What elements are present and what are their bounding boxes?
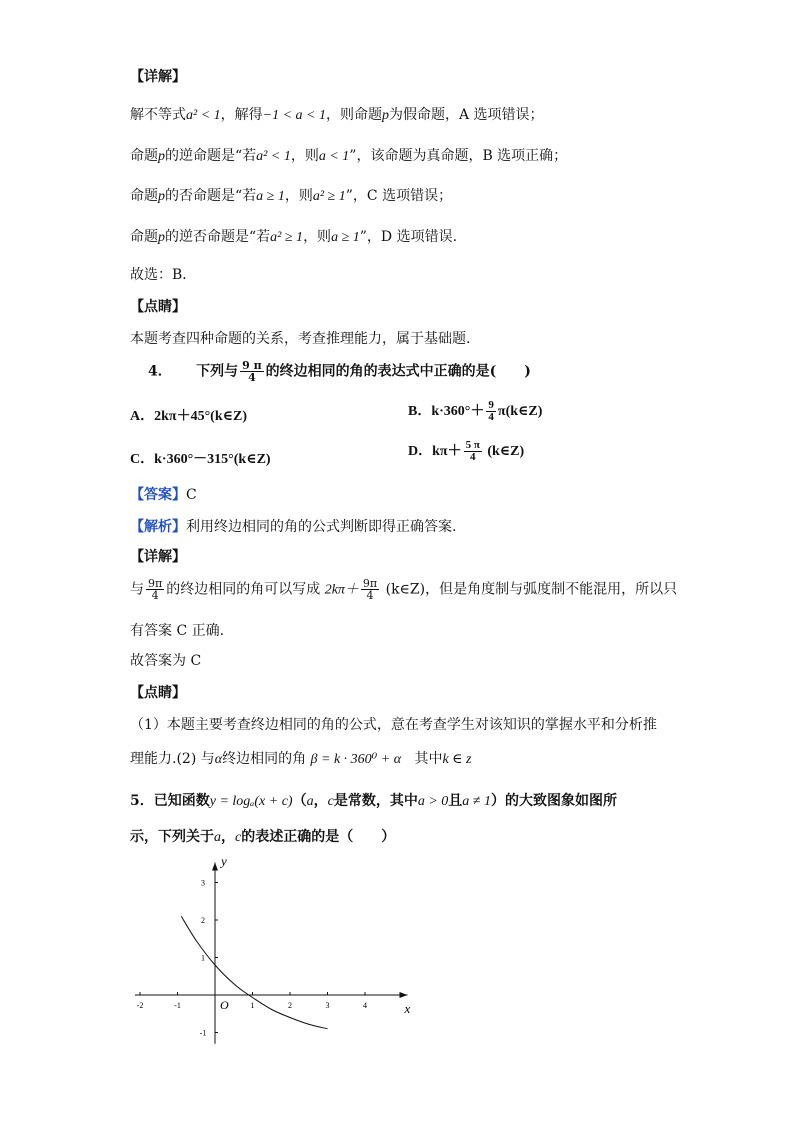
function-curve: [181, 916, 327, 1029]
y-axis-label: y: [221, 853, 227, 869]
q4-answer: 【答案】C: [130, 487, 197, 503]
y-tick-label: 3: [201, 878, 205, 888]
x-axis-arrow: [400, 992, 408, 998]
detail-conclusion: 故选：B．: [130, 267, 197, 283]
comment-heading: 【点睛】: [130, 299, 186, 315]
q4-option-d: D．kπ＋ $\frac{5 \pi}{4}$ (k∈Z): [408, 439, 525, 464]
y-tick-label: -1: [199, 1028, 207, 1038]
q4-detail-line-2: 有答案 C 正确.: [130, 623, 225, 639]
x-tick-label: 2: [288, 1001, 292, 1010]
q4-comment-heading: 【点睛】: [130, 685, 186, 701]
q4-detail-line-1: 与 $\frac{9\pi}{4}$ 的终边相同的角可以写成 2kπ＋ $\frac{9\pi}{4}$ (k∈Z)，但是角度制与弧度制不能混用，所以只: [130, 577, 678, 602]
detail-line-4: 命题p的逆否命题是“若a² ≥ 1，则a ≥ 1”，D 选项错误.: [130, 229, 458, 245]
x-axis-label: x: [404, 1001, 411, 1016]
q5-stem-line-1: 5．已知函数y = logₐ(x + c)（a，c是常数，其中a > 0且a ≠ 1）的大致图象如图所: [130, 793, 617, 809]
q4-option-c: C．k·360°－315°(k∈Z): [130, 452, 271, 467]
x-tick-label: 4: [363, 1001, 367, 1010]
x-tick-label: 3: [325, 1001, 330, 1010]
detail-line-2: 命题p的逆命题是“若a² < 1，则a < 1”，该命题为真命题，B 选项正确；: [130, 148, 568, 164]
comment-text: 本题考查四种命题的关系，考查推理能力，属于基础题.: [130, 331, 471, 347]
q4-comment-line-1: （1）本题主要考查终边相同的角的公式，意在考查学生对该知识的掌握水平和分析推: [130, 717, 657, 733]
q4-conclusion: 故答案为 C: [130, 653, 202, 669]
q4-option-b: B．k·360°＋ $\frac{9}{4}$ π(k∈Z): [408, 399, 543, 424]
y-tick-label: 1: [201, 953, 205, 963]
detail-line-1: 解不等式a² < 1，解得−1 < a < 1，则命题p为假命题，A 选项错误；: [130, 107, 544, 123]
q4-stem: 4． 下列与 $\frac{9 \pi}{4}$ 的终边相同的角的表达式中正确的是( ): [148, 359, 531, 384]
q4-option-a: A．2kπ＋45°(k∈Z): [130, 409, 247, 424]
x-tick-label: 1: [250, 1001, 255, 1010]
q5-stem-line-2: 示，下列关于a，c的表述正确的是（ ）: [130, 829, 396, 845]
origin-label: O: [220, 998, 229, 1012]
detail-line-3: 命题p的否命题是“若a ≥ 1，则a² ≥ 1”，C 选项错误；: [130, 188, 453, 204]
x-tick-label: -1: [174, 1001, 181, 1010]
y-axis-arrow: [212, 863, 218, 871]
q4-comment-line-2: 理能力.(2) 与α终边相同的角 β = k · 360⁰ + α 其中k ∈ z: [130, 751, 472, 767]
q4-analysis: 【解析】利用终边相同的角的公式判断即得正确答案.: [130, 519, 457, 535]
x-tick-label: -2: [136, 1001, 144, 1010]
detail-heading: 【详解】: [130, 69, 186, 85]
q4-detail-heading: 【详解】: [130, 549, 186, 565]
function-graph: [120, 850, 430, 1060]
y-tick-label: 2: [201, 916, 205, 925]
